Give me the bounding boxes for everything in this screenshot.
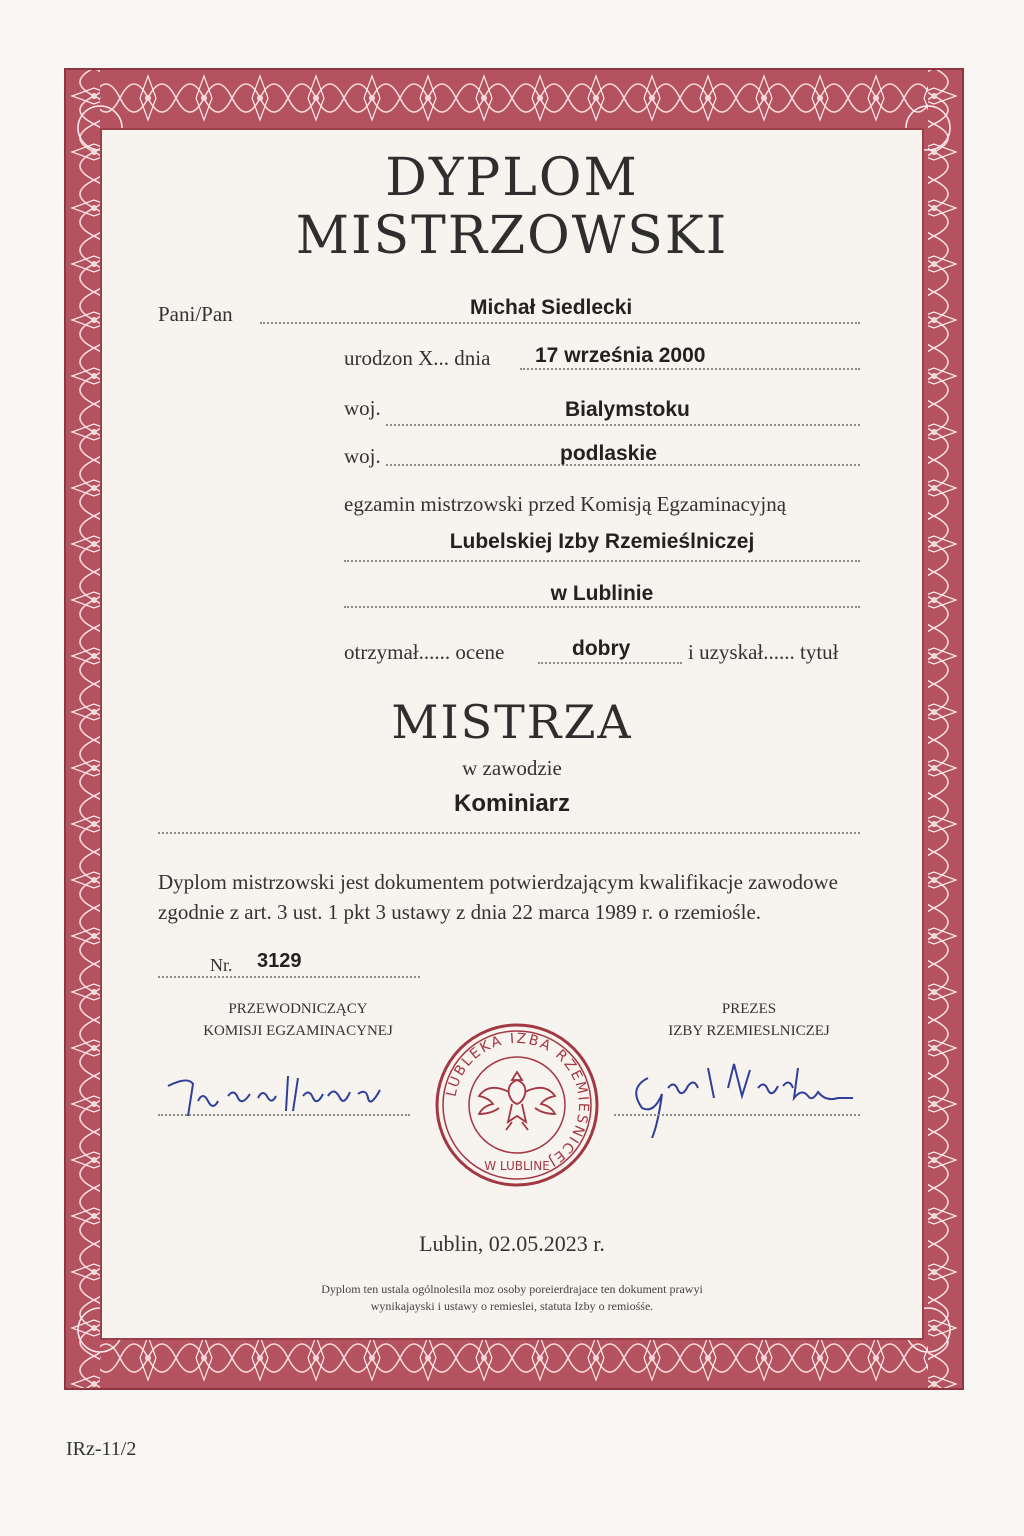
profession-line	[158, 832, 860, 834]
form-code: IRz-11/2	[66, 1438, 137, 1460]
woj-label-1: woj.	[344, 396, 381, 420]
uzyskal-label: i uzyskał...... tytuł	[688, 640, 839, 664]
city-line	[344, 606, 860, 608]
legal-text-line-2: zgodnie z art. 3 ust. 1 pkt 3 ustawy z dnia 22 marca 1989 r. o rzemiośle.	[158, 900, 762, 924]
city: w Lublinie	[550, 582, 654, 605]
footnote-line-2: wynikajayski i ustawy o remieslei, statuta Izby o remiośśe.	[370, 1299, 654, 1313]
voivodeship: podlaskie	[560, 442, 657, 465]
birth-place: Bialymstoku	[565, 398, 690, 421]
recipient-name: Michał Siedlecki	[470, 296, 633, 319]
exam-text: egzamin mistrzowski przed Komisją Egzaminacyjną	[344, 492, 787, 516]
svg-text:W LUBLINE: W LUBLINE	[484, 1159, 550, 1173]
right-signer-line-1: PREZES	[721, 1001, 777, 1017]
diploma-number: 3129	[257, 950, 302, 972]
legal-text-line-1: Dyplom mistrzowski jest dokumentem potwierdzającym kwalifikacje zawodowe	[158, 870, 838, 894]
birth-date: 17 września 2000	[535, 344, 706, 367]
title-mistrza: MISTRZA	[391, 695, 633, 749]
woj-label-2: woj.	[344, 444, 381, 468]
place-and-date: Lublin, 02.05.2023 r.	[419, 1231, 605, 1256]
right-signer-line-2: IZBY RZEMIESLNICZEJ	[668, 1023, 830, 1039]
left-signature	[158, 1066, 408, 1126]
profession: Kominiarz	[453, 790, 570, 817]
pani-pan-label: Pani/Pan	[158, 302, 233, 326]
right-signature	[618, 1058, 868, 1138]
chamber-line	[344, 560, 860, 562]
left-signer-line-1: PRZEWODNICZĄCY	[228, 1001, 368, 1017]
official-seal	[432, 1020, 602, 1190]
footnote-line-1: Dyplom ten ustala ogólnolesila moz osoby poreierdrajace ten dokument prawyi	[321, 1282, 703, 1296]
left-signature-line	[158, 1114, 410, 1116]
grade-line	[538, 662, 682, 664]
number-line	[158, 976, 420, 978]
left-signer-line-2: KOMISJI EGZAMINACYNEJ	[203, 1023, 393, 1039]
w-zawodzie-label: w zawodzie	[462, 756, 562, 780]
footnote	[200, 1281, 824, 1315]
grade: dobry	[572, 637, 631, 660]
right-signature-line	[614, 1114, 860, 1116]
right-signer-title	[614, 998, 884, 1042]
birth-date-line	[520, 368, 860, 370]
otrzymal-label: otrzymał...... ocene	[344, 640, 505, 664]
title-dyplom: DYPLOM	[385, 148, 639, 208]
title-mistrzowski: MISTRZOWSKI	[295, 206, 729, 266]
birth-label: urodzon X... dnia	[344, 346, 491, 370]
left-signer-title	[178, 998, 418, 1042]
chamber-name: Lubelskiej Izby Rzemieślniczej	[449, 530, 755, 553]
nr-label: Nr.	[210, 955, 233, 975]
svg-text:LUBLEKA IZBA RZEMIESNICEJ: LUBLEKA IZBA RZEMIESNICEJ	[443, 1030, 592, 1171]
birth-place-line	[386, 424, 860, 426]
name-line	[260, 322, 860, 324]
